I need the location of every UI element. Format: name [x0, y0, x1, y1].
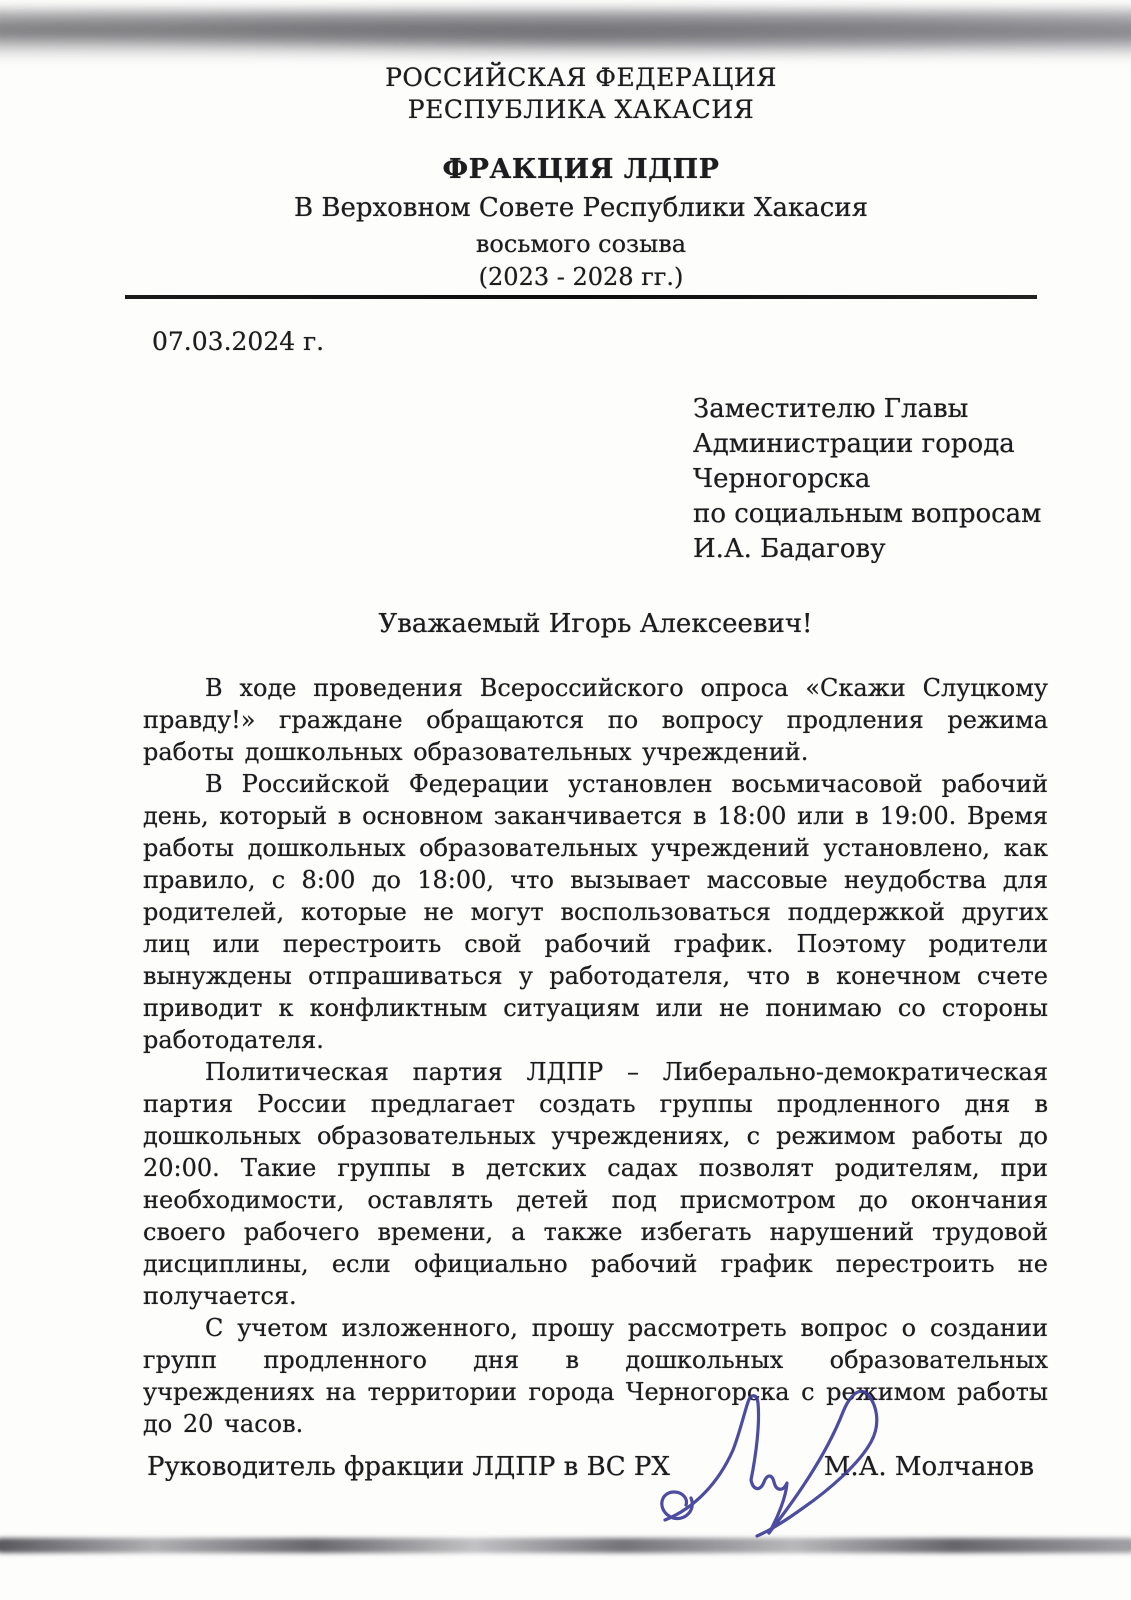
letterhead-divider-line	[125, 295, 1037, 299]
signer-position-title: Руководитель фракции ЛДПР в ВС РХ	[147, 1452, 670, 1482]
letterhead	[125, 62, 1037, 292]
paragraph-proposal: Политическая партия ЛДПР – Либерально-демократическая партия России предлагает создать группы продленного дня в дошкольных образовательных учреждениях, с режимом работы до 20:00. Такие группы в детских садах позволят родителям, при необходимости, оставлять детей под присмотром до окончания своего рабочего времени, а также избегать нарушений трудовой дисциплины, если официально рабочий график перестроить не получается.	[143, 1058, 1048, 1310]
letterhead-country: РОССИЙСКАЯ ФЕДЕРАЦИЯ	[385, 63, 777, 92]
paragraph-request: С учетом изложенного, прошу рассмотреть вопрос о создании групп продленного дня в дошкольных образовательных учреждениях на территории города Черногорска с режимом работы до 20 часов.	[143, 1314, 1048, 1438]
letter-body	[143, 672, 1048, 1440]
recipient-line: Администрации города	[693, 429, 1015, 459]
recipient-line: Заместителю Главы	[693, 394, 969, 424]
letterhead-council: В Верховном Совете Республики Хакасия	[293, 192, 868, 223]
signature-spiral-stroke	[662, 1492, 692, 1519]
paragraph-survey: В ходе проведения Всероссийского опроса «Скажи Слуцкому правду!» граждане обращаются по вопросу продления режима работы дошкольных образовательных учреждений.	[143, 674, 1048, 766]
recipient-line: И.А. Бадагову	[693, 534, 886, 564]
recipient-line: Черногорска	[693, 464, 871, 494]
signature-block	[147, 1452, 1040, 1482]
letterhead-convocation: восьмого созыва	[475, 229, 687, 258]
signer-name: М.А. Молчанов	[823, 1452, 1034, 1482]
letter-date: 07.03.2024 г.	[152, 327, 325, 356]
recipient-line: по социальным вопросам	[693, 499, 1042, 529]
scan-artifact-bottom	[0, 1538, 1131, 1553]
salutation: Уважаемый Игорь Алексеевич!	[378, 609, 813, 639]
letterhead-region: РЕСПУБЛИКА ХАКАСИЯ	[407, 95, 755, 124]
recipient-block	[693, 392, 1053, 567]
paragraph-problem: В Российской Федерации установлен восьмичасовой рабочий день, который в основном заканчивается в 18:00 или в 19:00. Время работы дошкольных образовательных учреждений установлено, как правило, с 8:00 до 18:00, что вызывает массовые неудобства для родителей, которые не могут воспользоваться поддержкой других лиц или перестроить свой рабочий график. Поэтому родители вынуждены отпрашиваться у работодателя, что в конечном счете приводит к конфликтным ситуациям или не понимаю со стороны работодателя.	[143, 770, 1048, 1054]
letterhead-faction: ФРАКЦИЯ ЛДПР	[442, 154, 720, 185]
scan-artifact-top	[0, 8, 1131, 58]
letterhead-years: (2023 - 2028 гг.)	[478, 262, 684, 291]
